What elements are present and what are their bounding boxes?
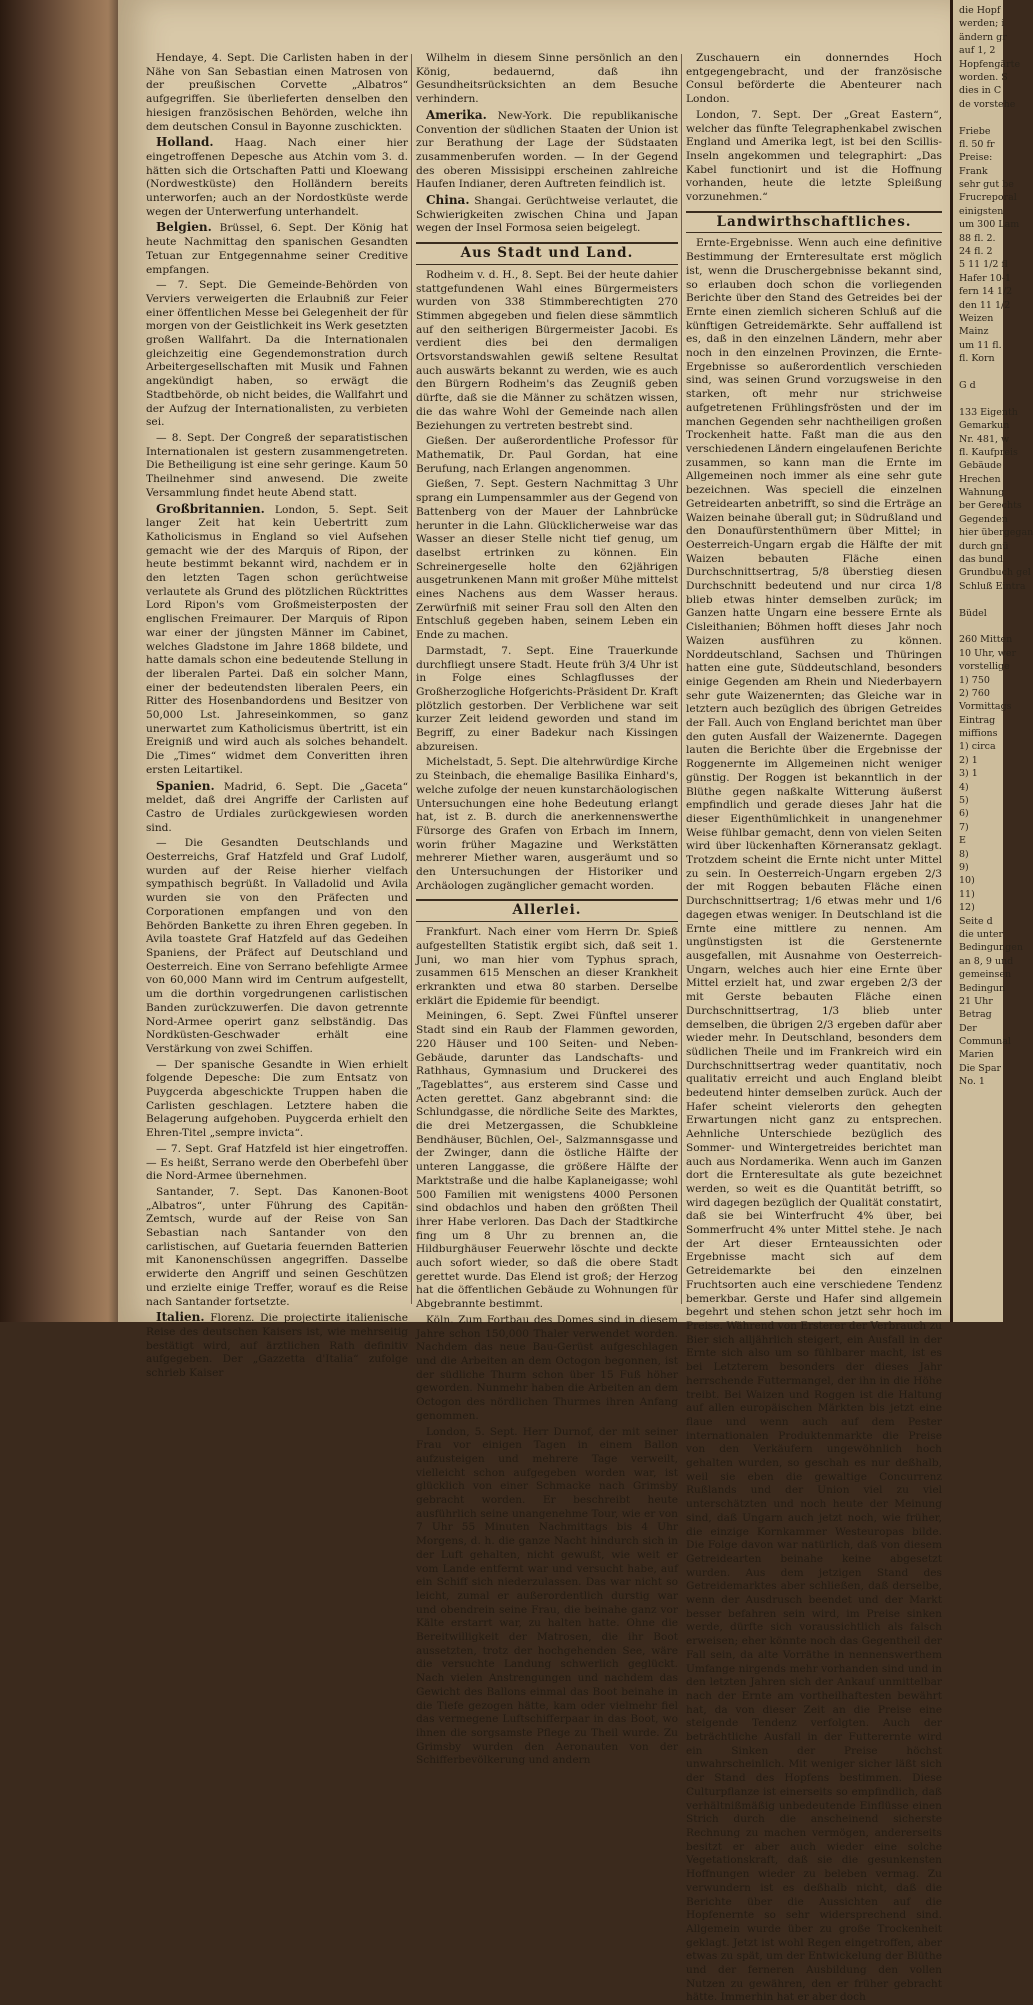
adjacent-page-line: Seite d <box>959 915 993 927</box>
article-text: Darmstadt, 7. Sept. Eine Trauerkunde durchfliegt unsere Stadt. Heute früh 3/4 Uhr ist in Folge eines Schlagflusses der Großherzogliche Hofgerichts-Präsident Dr. Kraft plötzlich gestorben. Der Verblichene war seit kurzer Zeit leidend geworden und stand im Begriff, zu einer Badekur nach Kissingen abzureisen. <box>416 644 678 753</box>
article-paragraph <box>146 780 408 836</box>
adjacent-page-line: Mainz <box>959 326 989 338</box>
article-paragraph <box>416 645 678 755</box>
adjacent-page-line: Grundbuch gel <box>959 567 1031 579</box>
adjacent-page-line: Wahnung <box>959 487 1005 499</box>
adjacent-page-line: 5) <box>959 795 969 807</box>
adjacent-page-line: 3) 1 <box>959 768 978 780</box>
adjacent-page-line: 2) 1 <box>959 754 978 766</box>
adjacent-page-line <box>959 111 1003 124</box>
article-text: Florenz. Die projectirte italienische Reise des deutschen Kaisers ist, wie mehrseitig bestätigt wird, auf ärztlichen Rath definitiv aufgegeben. Der „Gazzetta d'Italia“ zufolge schrieb Kaiser <box>146 1312 408 1380</box>
adjacent-page-line <box>959 620 1003 633</box>
adjacent-page-line: Betrag <box>959 1009 992 1021</box>
adjacent-page-line: 8) <box>959 848 969 860</box>
article-paragraph <box>416 194 678 236</box>
column-rule <box>411 54 412 1304</box>
adjacent-page-line: Hrechen <box>959 473 1001 485</box>
adjacent-page-line: dies in C <box>959 85 1002 97</box>
article-paragraph <box>416 1426 678 1769</box>
article-paragraph <box>416 52 678 107</box>
article-text: Rodheim v. d. H., 8. Sept. Bei der heute dahier stattgefundenen Wahl eines Bürgermeisters wurden von 338 Stimmberechtigten 270 Stimmen abgegeben und fielen diese sämmtlich auf den seitherigen Bürgermeister Jacobi. Es verdient dies bei den dermaligen Ortsvorstandswahlen gewiß seltene Resultat auch auswärts bekannt zu werden, wie es auch den Bürgern Rodheim's das Zeugniß geben dürfte, daß sie die Männer zu schätzen wissen, die das wahre Wohl der Gemeinde nach allen Beziehungen zu vertreten bestrebt sind. <box>416 268 678 432</box>
adjacent-page-line: fl. Kaufpreis <box>959 446 1018 458</box>
article-paragraph <box>416 435 678 476</box>
adjacent-page-line: um 11 fl. <box>959 339 1002 351</box>
adjacent-page-text <box>953 0 1033 1089</box>
newspaper-page <box>118 0 950 2004</box>
article-paragraph <box>146 1311 408 1381</box>
adjacent-page-line: Der <box>959 1022 977 1034</box>
column-2 <box>416 52 678 1767</box>
adjacent-page-line: 6) <box>959 808 969 820</box>
adjacent-page-line: um 300 Lam <box>959 219 1020 231</box>
adjacent-page-line: den 11 1/2 <box>959 299 1011 311</box>
article-text: Madrid, 6. Sept. Die „Gaceta“ meldet, daß drei Angriffe der Carlisten auf Castro de Urdiales zurückgewiesen worden sind. <box>146 780 408 834</box>
country-lead: Amerika. <box>426 107 487 122</box>
article-text: — 8. Sept. Der Congreß der separatistischen Internationalen ist gestern zusammengetreten. Die Betheiligung ist eine sehr geringe. Kaum 50 Theilnehmer sind anwesend. Die zweite Versammlung findet heute Abend statt. <box>146 431 408 499</box>
article-text: — Die Gesandten Deutschlands und Oesterreichs, Graf Hatzfeld und Graf Ludolf, wurden auf der Reise hierher vielfach sympathisch begrüßt. In Valladolid und Avila wurden sie von den Präfecten und Corporationen empfangen und von den Behörden Bankette zu ihren Ehren gegeben. In Avila toastete Graf Hatzfeld auf das Gedeihen Spaniens, der Präfect auf Deutschland und Oesterreich. Eine von Serrano befehligte Armee von 60,000 Mann wird im Centrum aufgestellt, um die dorthin vorgedrungenen carlistischen Banden zurückzuwerfen. Die davon getrennte Nord-Armee operirt ganz selbständig. Das Nordküsten-Geschwader erhält eine Verstärkung von zwei Schiffen. <box>146 837 408 1055</box>
adjacent-page-line: Bedingungen <box>959 942 1023 954</box>
adjacent-page-line: 7) <box>959 821 969 833</box>
adjacent-page-line: ändern gr <box>959 31 1007 43</box>
adjacent-page-line: 9) <box>959 862 969 873</box>
adjacent-page-line: Gebäude <box>959 460 1002 472</box>
adjacent-page-line <box>959 366 1003 379</box>
adjacent-page-line: durch gnü <box>959 540 1009 552</box>
adjacent-page-line: 24 fl. 2 <box>959 246 993 258</box>
adjacent-page-line: 88 fl. 2. <box>959 232 996 244</box>
adjacent-page-line: Gemarkun <box>959 420 1010 432</box>
adjacent-page-line: fl. Korn <box>959 353 995 365</box>
adjacent-page-line: Frank <box>959 165 988 177</box>
article-paragraph <box>416 1314 678 1424</box>
book-binding <box>0 0 118 1322</box>
article-text: Meiningen, 6. Sept. Zwei Fünftel unserer Stadt sind ein Raub der Flammen geworden, 220 Häuser und 100 Seiten- und Neben-Gebäude, darunter das Landschafts- und Rathhaus, Gymnasium und Druckerei des „Tageblattes“, aus ersterem sind Casse und Acten gerettet. Ganz abgebrannt sind: die Schlundgasse, die nördliche Seite des Marktes, die drei Metzergassen, die Schubkleine Bendhäuser, Büchlen, Oel-, Salzmannsgasse und der Zwinger, dann die östliche Hälfte der unteren Langgasse, die größere Hälfte der Marktstraße und die halbe Kaplaneigasse; wohl 500 Familien mit wenigstens 4000 Personen sind obdachlos und haben den größten Theil ihrer Habe verloren. Das Dach der Stadtkirche fing um 8 Uhr zu brennen an, die Hildburghäuser Feuerwehr löschte und deckte auch sofort wieder, so daß die obere Stadt gerettet wurde. Das Elend ist groß; der Herzog hat die öffentlichen Gebäude zu Wohnungen für Abgebrannte bestimmt. <box>416 1010 678 1311</box>
article-paragraph <box>146 1059 408 1141</box>
adjacent-page-line <box>959 392 1003 405</box>
adjacent-page-line: Frucreporal <box>959 192 1017 204</box>
adjacent-page-line: Preise: <box>959 152 993 164</box>
article-text: Zuschauern ein donnerndes Hoch entgegengebracht, und der französische Consul beförderte die Abenteurer nach London. <box>686 52 942 106</box>
article-paragraph <box>686 109 942 205</box>
adjacent-page-line: 133 Eigenth <box>959 406 1018 418</box>
article-paragraph <box>416 109 678 192</box>
article-text: Hendaye, 4. Sept. Die Carlisten haben in der Nähe von San Sebastian einen Matrosen von der preußischen Corvette „Albatros“ aufgegriffen. Sie überlieferten denselben den hiesigen französischen Behörden, welche ihn dem deutschen Consul in Bayonne zuschickten. <box>146 52 408 133</box>
article-paragraph <box>416 1010 678 1311</box>
adjacent-page-line: 1) circa <box>959 741 996 753</box>
column-3 <box>686 52 942 2004</box>
adjacent-page-line: ber Gerechts <box>959 500 1022 512</box>
adjacent-page-line: die unter <box>959 928 1003 940</box>
adjacent-page-line: 21 Uhr <box>959 995 993 1007</box>
adjacent-page-line: 5 11 1/2 fl <box>959 259 1008 271</box>
article-text: Gießen. Der außerordentliche Professor für Mathematik, Dr. Paul Gordan, hat eine Berufung, nach Erlangen angenommen. <box>416 435 678 475</box>
adjacent-page-line: sehr gut be <box>959 179 1014 191</box>
article-paragraph <box>686 52 942 107</box>
adjacent-page-line: fern 14 1/2 <box>959 286 1013 298</box>
adjacent-page-line: werden; i <box>959 18 1005 30</box>
article-paragraph <box>416 269 678 433</box>
adjacent-page-line: miffions <box>959 728 998 740</box>
article-text: Haag. Nach einer hier eingetroffenen Depesche aus Atchin vom 3. d. hätten sich die Ortschaften Patti und Kloewang (Nordwestküste) den Holländern bereits unterworfen; auch an der Nordostküste werde wegen der Unterwerfung unterhandelt. <box>146 137 408 218</box>
article-text: London, 7. Sept. Der „Great Eastern“, welcher das fünfte Telegraphenkabel zwischen England und Amerika legt, ist bei den Scillis-Inseln angekommen und telegraphirt: „Das Kabel functionirt und ist die Hoffnung vorhanden, heute die letzte Spleißung vorzunehmen.“ <box>686 108 942 204</box>
adjacent-page-line: das bund <box>959 554 1004 566</box>
adjacent-page-line: de vorstehe <box>959 98 1016 110</box>
article-paragraph <box>146 52 408 134</box>
article-paragraph <box>686 237 942 2005</box>
adjacent-page-line: 10) <box>959 875 975 887</box>
adjacent-page-line: G d <box>959 379 976 391</box>
adjacent-page-line: auf 1, 2 <box>959 45 996 57</box>
article-paragraph <box>146 837 408 1056</box>
adjacent-page-line: 10 Uhr, wer <box>959 647 1017 659</box>
article-paragraph <box>146 279 408 430</box>
article-paragraph <box>146 136 408 219</box>
article-text: London, 5. Sept. Herr Durnof, der mit seiner Frau vor einigen Tagen in einem Ballon aufzusteigen und mehrere Tage verweilt, vielleicht schon aufgegeben worden war, ist glücklich von einer Schmacke nach Grimsby gebracht worden. Er beschreibt heute ausführlich seine unangenehme Tour, wie er von 7 Uhr 55 Minuten Nachmittags bis 4 Uhr Morgens, d. h. die ganze Nacht hindurch sich in der Luft gehalten, nicht gewußt, wie weit er vom Lande entfernt war und versucht habe, auf ein Schiff sich niederzulassen. Das war nicht so leicht, zumal er außerordentlich durstig war und obendrein seine Frau, die beinahe ganz vor Kälte erstarrt war, zu halten hatte. Ohne die Bereitwilligkeit der Matrosen, die ihr Boot aussetzten, trotz der hochgehenden See, wäre die versuchte Landung schwerlich geglückt. Nach vielen Anstrengungen und nachdem das Gewicht des Ballons einmal das Boot beinahe in die Tiefe gezogen hätte, kam oder vielmehr fiel das vermegene Luftschifferpaar in das Boot, wo ihnen die sorgsamste Pflege zu Theil wurde. Zu Grimsby wurden den Aeronauten von der Schifferbevölkerung und andern <box>416 1425 678 1767</box>
section-heading: Allerlei. <box>416 899 678 922</box>
adjacent-page-line <box>959 593 1003 606</box>
adjacent-page-edge <box>950 0 1033 1322</box>
adjacent-page-line: Hafer 10-1 <box>959 272 1011 284</box>
adjacent-page-line: 1) 750 <box>959 674 990 686</box>
article-text: — Der spanische Gesandte in Wien erhielt folgende Depesche: Die zum Entsatz von Puygcerda abgeschickte Truppen haben die Carlisten geschlagen. Letztere haben die Belagerung aufgehoben. Puygcerda erhielt den Ehren-Titel „sempre invicta“. <box>146 1058 408 1140</box>
adjacent-page-line: Die Spar <box>959 1062 1002 1074</box>
adjacent-page-line: No. 1 <box>959 1076 985 1088</box>
adjacent-page-line: Marien <box>959 1049 994 1061</box>
article-text: Ernte-Ergebnisse. Wenn auch eine definitive Bestimmung der Ernteresultate erst möglich ist, wenn die Druschergebnisse bekannt sind, so erlauben doch schon die vorliegenden Berichte über den Stand des Getreides bei der Ernte einen ziemlich sicheren Schluß auf die künftigen Getreidemärkte. Sehr auffallend ist es, daß in den einzelnen Ländern, mehr aber noch in den einzelnen Provinzen, die Ernte-Ergebnisse so außerordentlich verschieden sind, was seinen Grund vorzugsweise in den starken, oft mehr nur strichweise aufgetretenen Frühlingsfrösten und der im manchen Gegenden sehr nachtheiligen großen Trockenheit hatte. Faßt man die aus den verschiedenen Ländern eingelaufenen Berichte zusammen, so kann man die Ernte im Allgemeinen noch immer als eine sehr gute bezeichnen. Was speciell die einzelnen Getreidearten anbetrifft, so sind die Erträge an Waizen beinahe überall gut; in Südrußland und den Donaufürstenthümern über Mittel; in Oesterreich-Ungarn ergab die Hälfte der mit Waizen bebauten Fläche einen Durchschnittsertrag, 5/8 überstieg diesen Durchschnitt bedeutend und nur circa 1/8 blieb etwas hinter demselben zurück; im Ganzen hatte Ungarn eine bessere Ernte als Cisleithanien; Böhmen hofft dieses Jahr noch Waizen ausführen zu können. Norddeutschland, Sachsen und Thüringen hatten eine gute, Süddeutschland, besonders einige Gegenden am Rhein und Niederbayern sehr gute Waizenernten; das Gleiche war in letztern auch bezüglich des übrigen Getreides der Fall. Auch von England berichtet man über den guten Ausfall der Waizenernte. Dagegen lauten die Berichte über die Ergebnisse der Roggenernte im Allgemeinen nicht weniger günstig. Der Roggen ist bekanntlich in der Blüthe gegen naßkalte Witterung äußerst empfindlich und gerade dieses Jahr hat die dieser Eigenthümlichkeit in unangenehmer Weise fühlbar gemacht, denn von vielen Seiten wird über lückenhaften Körneransatz geklagt. Trotzdem scheint die Ernte nicht unter Mittel zu sein. In Oesterreich-Ungarn ergeben 2/3 der mit Roggen bebauten Fläche einen Durchschnittsertrag; 1/6 etwas mehr und 1/6 dagegen etwas weniger. In Deutschland ist die Ernte eine mittlere zu nennen. Am ungünstigsten ist die Gerstenernte ausgefallen, mit Ausnahme von Oesterreich-Ungarn, welches auch hier eine Ernte über Mittel erzielt hat, und zwar ergeben 2/3 der mit Gerste bebauten Fläche einen Durchschnittsertrag, 1/3 blieb unter demselben, die übrigen 2/3 ergeben dafür aber wieder mehr. In Deutschland, besonders dem südlichen Theile und im Frankreich wird ein Durchschnittsertrag weder quantitativ, noch qualitativ erreicht und auch England bleibt bedeutend hinter demselben zurück. Auch der Hafer scheint vielerorts den gehegten Erwartungen nicht ganz zu entsprechen. Aehnliche Unterschiede bezüglich des Sommer- und Wintergetreides berichtet man auch aus Nordamerika. Wenn auch im Ganzen dort die Ernteresultate als gute bezeichnet werden, so weit es die Quantität betrifft, so wird dagegen bezüglich der Qualität constatirt, daß sie bei Winterfrucht 4% über, bei Sommerfrucht 4% unter Mittel stehe. Je nach der Art dieser Ernteaussichten oder Ergebnisse macht sich auf dem Getreidemarkte bei den einzelnen Fruchtsorten auch eine verschiedene Tendenz bemerkbar. Gerste und Hafer sind allgemein begehrt und stehen schon jetzt sehr hoch im Preise. Während von Ersterer der Verbrauch zu Bier sich alljährlich steigert, ein Ausfall in der Ernte sich also um so fühlbarer macht, ist es bei Letzterem besonders der dieses Jahr herrschende Futtermangel, der ihn in die Höhe treibt. Bei Waizen und Roggen ist die Haltung auf allen europäischen Märkten bis jetzt eine flaue und wenn auch auf dem Pester internationalen Produktenmarkte die Preise von den Verkäufern ungewöhnlich hoch gehalten wurden, so geschah es nur deßhalb, weil sie eben die gewaltige Concurrenz Rußlands und der Union viel zu viel unterschätzten und noch heute der Meinung sind, daß Ungarn auch jetzt noch, wie früher, die einzige Kornkammer Westeuropas bilde. Die Folge davon war natürlich, daß von diesem Getreidearten beinahe keine abgesetzt wurden. Aus dem jetzigen Stand des Getreidemarktes aber schließen, daß derselbe, wenn der Ausdrusch beendet und der Markt besser befahren sein wird, im Preise sinken werde, dürfte sich voraussichtlich als falsch erweisen; eher könnte noch das Gegentheil der Fall sein, da alte Vorräthe in nennenswerthem Umfange nirgends mehr vorhanden sind und in den letzten Jahren sich der Ankauf unmittelbar nach der Ernte am vortheilhaftesten bewährt hat, da von dieser Zeit an die Preise eine steigende Tendenz verfolgten. Auch der beträchtliche Ausfall in der Futterernte wird ein Sinken der Preise höchst unwahrscheinlich. Mit weniger sicher läßt sich der Stand des Hopfens bestimmen. Diese Culturpflanze ist einerseits so empfindlich, daß verhältnißmäßig unbedeutende Einflüsse einen Strich durch die anscheinend sicherste Rechnung zu machen vermögen, andererseits besitzt er aber auch wieder eine solche Vegetationskraft, daß sie die gesunkensten Hoffnungen wieder zu beleben vermag. Zu verwundern ist es deßhalb nicht, daß die Berichte über die Aussichten auf die Hopfenernte so sehr widersprechend sind. Allgemein wurde über zu große Trockenheit geklagt. Jetzt ist wohl Regen eingetroffen, aber etwas zu spät, um der Entwickelung der Blüthe und der ferneren Ausbildung den vollen Nutzen zu gewähren, den er früher gebracht hätte. Immerhin hat er aber doch <box>686 237 942 2004</box>
article-text: Köln. Zum Fortbau des Domes sind in diesem Jahre schon 150,000 Thaler verwendet worden. Nachdem das neue Bau-Gerüst aufgeschlagen und die Arbeiten an dem Octogon begonnen, ist der südliche Thurm schon über 15 Fuß höher geworden. Nunmehr haben die Arbeiten an dem Octogon des nördlichen Thurmes ihren Anfang genommen. <box>416 1313 678 1422</box>
adjacent-page-line: Büdel <box>959 607 987 619</box>
adjacent-page-line: 2) 760 <box>959 687 990 699</box>
adjacent-page-line: 11) <box>959 888 975 900</box>
country-lead: Großbritannien. <box>156 501 265 516</box>
article-text: London, 5. Sept. Seit langer Zeit hat kein Uebertritt zum Katholicismus in England so viel Aufsehen gemacht wie der des Marquis of Ripon, der heute bestimmt bekannt wird, nachdem er in den letzten Tagen schon gerüchtweise verlautete als Grund des plötzlichen Rücktrittes Lord Ripon's vom Großmeisterposten der englischen Freimaurer. Der Marquis of Ripon war einer der jüngsten Männer im Cabinet, welches Gladstone im Jahre 1868 bildete, und hatte damals schon eine bedeutende Stellung in der liberalen Partei. Daß ein solcher Mann, einer der bedeutendsten liberalen Peers, ein Ritter des Hosenbandordens und Besitzer von 50,000 Lst. Jahreseinkommen, so ganz unerwartet zum Katholicismus übertritt, ist ein Ereigniß und wird auch als solches behandelt. Die „Times“ widmet dem Converitten ihren ersten Leitartikel. <box>146 503 408 776</box>
article-paragraph <box>416 478 678 642</box>
adjacent-page-line: einigsten <box>959 205 1004 217</box>
section-heading: Aus Stadt und Land. <box>416 242 678 265</box>
adjacent-page-line: 4) <box>959 781 969 793</box>
article-text: Gießen, 7. Sept. Gestern Nachmittag 3 Uhr sprang ein Lumpensammler aus der Gegend von Battenberg von der Mauer der Lahnbrücke herunter in die Lahn. Glücklicherweise war das Wasser an dieser Stelle nicht tief genug, um daselbst ertrinken zu können. Ein Schreinergeselle holte den 62jährigen ausgetrunkenen Mann mit großer Mühe mittelst eines Nachens aus dem Wasser heraus. Zerwürfniß mit seiner Frau soll den Alten den Entschluß gegeben haben, seinem Leben ein Ende zu machen. <box>416 478 678 642</box>
article-paragraph <box>416 756 678 893</box>
column-rule <box>681 54 682 1304</box>
article-text: Wilhelm in diesem Sinne persönlich an den König, bedauernd, daß ihn Gesundheitsrücksichten an dem Besuche verhindern. <box>416 52 678 106</box>
adjacent-page-line: Nr. 481, w <box>959 433 1010 445</box>
article-text: — 7. Sept. Die Gemeinde-Behörden von Verviers verweigerten die Erlaubniß zur Feier einer öffentlichen Messe bei Gelegenheit der für morgen von der Geistlichkeit ins Werk gesetzten großen Wallfahrt. Da die Internationalen gleichzeitig eine Gegendemonstration durch Arbeitergesellschaften mit Musik und Fahnen angekündigt haben, so erwägt die Stadtbehörde, ob nicht beides, die Wallfahrt und der Aufzug der Internationalisten, zu verbieten sei. <box>146 279 408 429</box>
adjacent-page-line: Vormittags <box>959 701 1012 713</box>
adjacent-page-line: an 8, 9 und <box>959 955 1014 967</box>
article-text: Santander, 7. Sept. Das Kanonen-Boot „Albatros“, unter Führung des Capitän-Zemtsch, wurde auf der Reise von San Sebastian nach Santander von den carlistischen, auf Guetaria feuernden Batterien mit Kanonenschüssen angegriffen. Dasselbe erwiderte den Angriff und seinen Geschützen und erzielte einige Treffer, worauf es die Reise nach Santander fortsetzte. <box>146 1185 408 1308</box>
adjacent-page-line: E <box>959 835 966 847</box>
article-text: Brüssel, 6. Sept. Der König hat heute Nachmittag den spanischen Gesandten Tetuan zur Entgegennahme seiner Creditive empfangen. <box>146 222 409 276</box>
section-heading: Landwirthschaftliches. <box>686 211 942 234</box>
column-1 <box>146 52 409 1380</box>
adjacent-page-line: Weizen <box>959 312 994 324</box>
article-paragraph <box>146 221 408 277</box>
country-lead: Belgien. <box>156 220 212 235</box>
article-paragraph <box>146 503 408 778</box>
country-lead: Holland. <box>156 135 214 150</box>
adjacent-page-line: Schluß Eintra <box>959 580 1026 592</box>
adjacent-page-line: Gegenden <box>959 513 1008 525</box>
article-text: Shangai. Gerüchtweise verlautet, die Schwierigkeiten zwischen China und Japan wegen der Insel Formosa seien beigelegt. <box>416 195 678 235</box>
article-paragraph <box>416 926 678 1008</box>
adjacent-page-line: Hopfengärte <box>959 58 1021 70</box>
article-text: Michelstadt, 5. Sept. Die altehrwürdige Kirche zu Steinbach, die ehemalige Basilika Einhard's, welche zufolge der neuen kunstarchäologischen Untersuchungen eine hohe Bedeutung erlangt hat, ist z. B. durch die anerkennenswerthe Fürsorge des Grafen von Erbach im Innern, worin früher Magazine und Werkstätten mehrerer Miether waren, ausgeräumt und so den Untersuchungen der Historiker und Archäologen zugänglicher gemacht worden. <box>416 756 678 892</box>
adjacent-page-line: Bedingun <box>959 982 1006 994</box>
article-text: — 7. Sept. Graf Hatzfeld ist hier eingetroffen. — Es heißt, Serrano werde den Oberbefehl über die Nord-Armee übernehmen. <box>146 1142 408 1183</box>
adjacent-page-line: fl. 50 fr <box>959 138 995 150</box>
article-text: New-York. Die republikanische Convention der südlichen Staaten der Union ist zur Berathung der Lage der Südstaaten zusammenberufen worden. — In der Gegend des oberen Missisippi erscheinen zahlreiche Haufen Indianer, deren Auftreten feindlich ist. <box>416 109 678 191</box>
adjacent-page-line: Eintrag <box>959 714 996 726</box>
article-paragraph <box>146 1143 408 1184</box>
adjacent-page-line: 12) <box>959 902 975 914</box>
country-lead: Italien. <box>156 1310 205 1325</box>
adjacent-page-line: vorstellige <box>959 661 1010 673</box>
adjacent-page-line: 260 Mitten <box>959 634 1013 646</box>
country-lead: China. <box>426 193 470 208</box>
adjacent-page-line: gemeinsen <box>959 969 1012 981</box>
article-text: Frankfurt. Nach einer vom Herrn Dr. Spieß aufgestellten Statistik ergibt sich, daß seit 1. Juni, wo man hier vom Typhus sprach, zusammen 615 Menschen an dieser Krankheit erkrankten und etwa 80 starben. Derselbe erklärt die Epidemie für beendigt. <box>416 926 678 1007</box>
article-paragraph <box>146 432 408 501</box>
adjacent-page-line: Communal <box>959 1036 1011 1048</box>
adjacent-page-line: Friebe <box>959 125 991 137</box>
adjacent-page-line: die Hopf <box>959 5 1001 16</box>
article-paragraph <box>146 1186 408 1309</box>
adjacent-page-line: worden. S <box>959 71 1008 83</box>
adjacent-page-line: hier übergegan <box>959 527 1033 539</box>
country-lead: Spanien. <box>156 778 215 793</box>
